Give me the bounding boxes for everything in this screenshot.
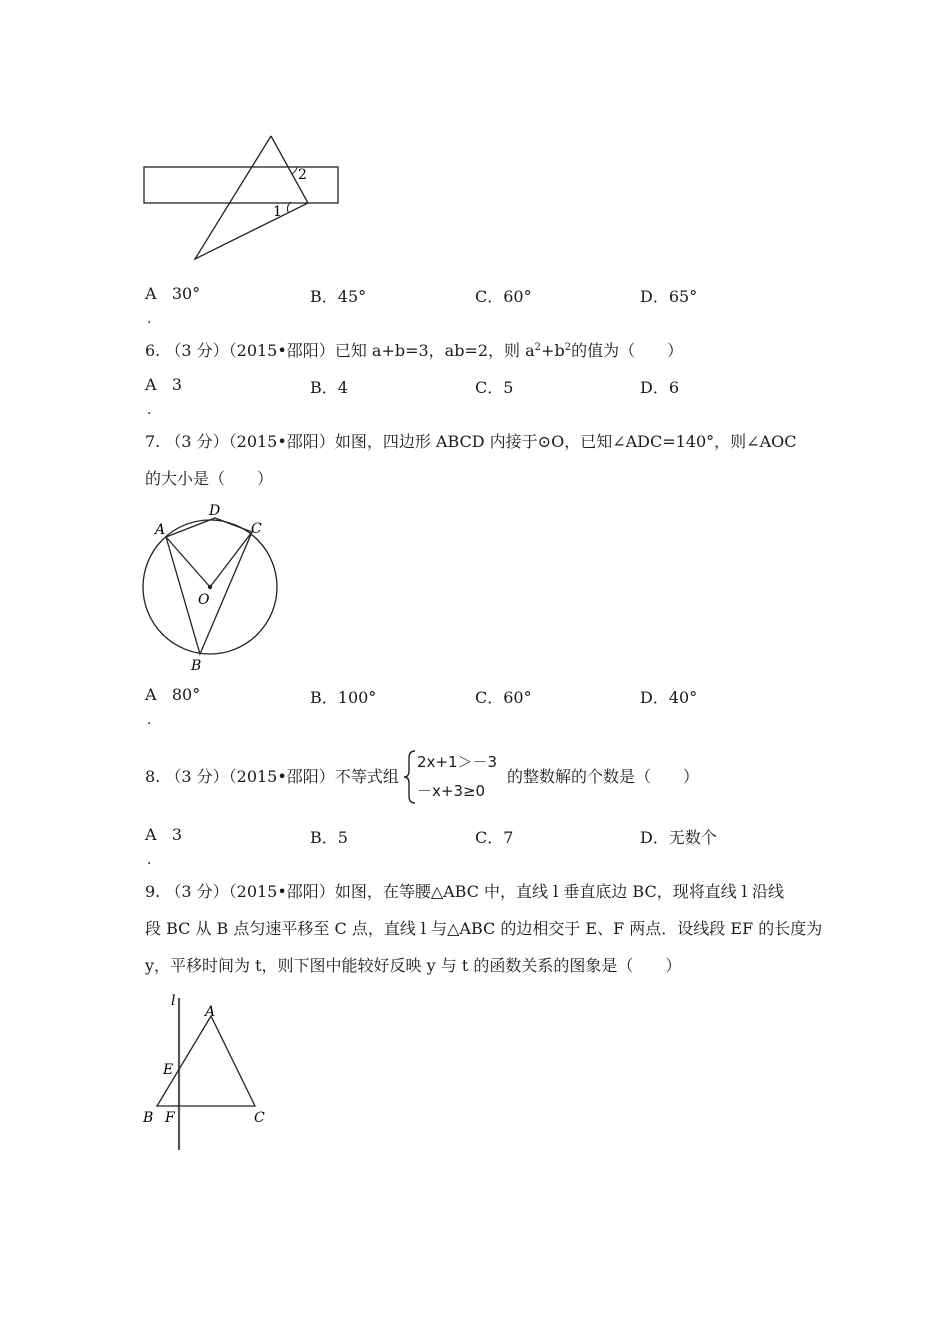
q8-text-after: 的整数解的个数是（ ） <box>507 767 700 786</box>
q8-score: （3 分） <box>165 767 229 786</box>
q9-label-a: A <box>205 1004 216 1020</box>
q6-sup1: 2 <box>534 342 542 353</box>
q6-option-d[interactable]: D．6 <box>640 378 680 397</box>
q8-text-before: 不等式组 <box>334 767 399 786</box>
q9-label-c: C <box>254 1110 265 1126</box>
q7-label-c: C <box>251 521 262 537</box>
q8-stem-start <box>145 767 399 787</box>
q6-option-b[interactable]: B．4 <box>310 378 348 397</box>
q6-source: （2015•邵阳） <box>228 341 335 360</box>
q7-text-1: 如图，四边形 ABCD 内接于⊙O，已知∠ADC=140°，则∠AOC <box>334 432 797 451</box>
q9-stem-line3: y，平移时间为 t，则下图中能较好反映 y 与 t 的函数关系的图象是（ ） <box>145 956 682 975</box>
q7-label-o: O <box>198 592 210 608</box>
q9-number: 9. <box>145 882 161 901</box>
q7-stem-line1 <box>145 432 797 452</box>
q7-option-d[interactable]: D．40° <box>640 688 698 707</box>
q6-option-a[interactable]: A 3 <box>145 375 183 394</box>
q8-source: （2015•邵阳） <box>228 767 335 786</box>
q9-label-l: l <box>171 993 176 1009</box>
q5-dot: . <box>147 311 152 327</box>
q7-center-dot <box>208 585 212 589</box>
q9-stem-line1 <box>145 882 784 902</box>
q6-dot: . <box>147 402 152 418</box>
q7-source: （2015•邵阳） <box>228 432 335 451</box>
q5-figure <box>135 130 350 265</box>
q5-option-c[interactable]: C．60° <box>475 287 532 306</box>
q9-text-1: 如图，在等腰△ABC 中，直线 l 垂直底边 BC，现将直线 l 沿线 <box>334 882 785 901</box>
q9-label-f: F <box>165 1110 175 1126</box>
q8-inequality-1: 2x+1＞－3 <box>417 753 498 771</box>
q5-option-a[interactable]: A 30° <box>145 284 201 303</box>
q5-option-b[interactable]: B．45° <box>310 287 367 306</box>
q8-number: 8. <box>145 767 161 786</box>
q9-figure <box>135 992 285 1157</box>
q8-dot: . <box>147 852 152 868</box>
q8-option-d[interactable]: D．无数个 <box>640 828 717 847</box>
q5-angle-2-label: 2 <box>298 167 307 183</box>
q7-number: 7. <box>145 432 161 451</box>
q7-label-a: A <box>155 522 166 538</box>
q6-text-mid: +b <box>541 341 565 360</box>
q6-text: 已知 a+b=3，ab=2，则 a <box>334 341 535 360</box>
q8-option-a[interactable]: A 3 <box>145 825 183 844</box>
q7-oc <box>210 532 252 587</box>
q6-stem <box>145 341 683 361</box>
q5-option-d[interactable]: D．65° <box>640 287 698 306</box>
q7-option-a[interactable]: A 80° <box>145 685 201 704</box>
q9-score: （3 分） <box>165 882 229 901</box>
q8-inequality-2: －x+3≥0 <box>417 782 486 800</box>
q7-dot: . <box>147 712 152 728</box>
q8-brace <box>403 749 417 805</box>
q7-option-c[interactable]: C．60° <box>475 688 532 707</box>
q7-stem-line2: 的大小是（ ） <box>145 469 274 488</box>
q9-label-b: B <box>143 1110 154 1126</box>
q6-text-end: 的值为（ ） <box>571 341 684 360</box>
q8-option-c[interactable]: C．7 <box>475 828 514 847</box>
q6-number: 6. <box>145 341 161 360</box>
q9-label-e: E <box>163 1062 174 1078</box>
q6-option-c[interactable]: C．5 <box>475 378 514 397</box>
q7-option-b[interactable]: B．100° <box>310 688 377 707</box>
q5-angle-1-label: 1 <box>273 204 282 220</box>
q7-figure <box>135 500 290 675</box>
q9-triangle <box>157 1016 255 1106</box>
q7-score: （3 分） <box>165 432 229 451</box>
q5-triangle <box>195 136 308 259</box>
q5-angle-2-arc <box>292 167 297 174</box>
q9-source: （2015•邵阳） <box>228 882 335 901</box>
q7-label-b: B <box>191 658 202 674</box>
q8-option-b[interactable]: B．5 <box>310 828 348 847</box>
q9-stem-line2: 段 BC 从 B 点匀速平移至 C 点，直线 l 与△ABC 的边相交于 E、F 两点．设线段 EF 的长度为 <box>145 919 823 938</box>
q6-sup2: 2 <box>564 342 572 353</box>
q6-score: （3 分） <box>165 341 229 360</box>
q7-label-d: D <box>209 503 221 519</box>
